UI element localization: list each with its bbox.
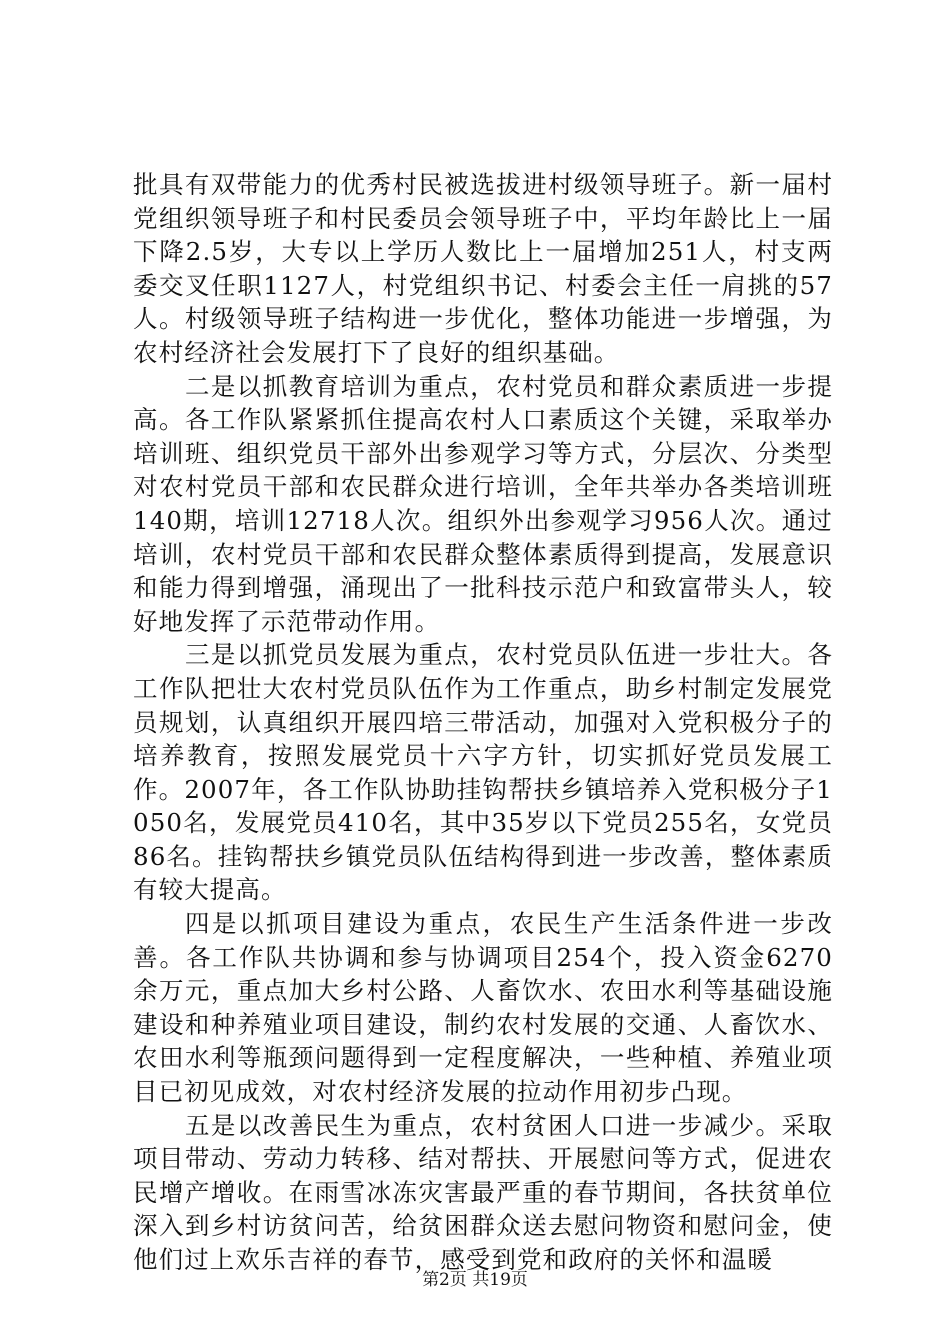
paragraph-education-training: 二是以抓教育培训为重点，农村党员和群众素质进一步提高。各工作队紧紧抓住提高农村人口素质这个关键，采取举办培训班、组织党员干部外出参观学习等方式，分层次、分类型对农村党员干部和农民群众进行培训，全年共举办各类培训班140期，培训12718人次。组织外出参观学习956人次。通过培训，农村党员干部和农民群众整体素质得到提高，发展意识和能力得到增强，涌现出了一批科技示范户和致富带头人，较好地发挥了示范带动作用。 <box>133 371 833 636</box>
page-number-footer: 第2页 共19页 <box>422 1270 528 1290</box>
paragraph-livelihood-improvement: 五是以改善民生为重点，农村贫困人口进一步减少。采取项目带动、劳动力转移、结对帮扶、开展慰问等方式，促进农民增产增收。在雨雪冰冻灾害最严重的春节期间，各扶贫单位深入到乡村访贫问苦，给贫困群众送去慰问物资和慰问金，使他们过上欢乐吉祥的春节，感受到党和政府的关怀和温暖 <box>133 1110 833 1274</box>
document-body <box>133 168 833 1277</box>
paragraph-project-construction: 四是以抓项目建设为重点，农民生产生活条件进一步改善。各工作队共协调和参与协调项目254个，投入资金6270余万元，重点加大乡村公路、人畜饮水、农田水利等基础设施建设和种养殖业项目建设，制约农村发展的交通、人畜饮水、农田水利等瓶颈问题得到一定程度解决，一些种植、养殖业项目已初见成效，对农村经济发展的拉动作用初步凸现。 <box>133 909 833 1107</box>
paragraph-continuation: 批具有双带能力的优秀村民被选拔进村级领导班子。新一届村党组织领导班子和村民委员会领导班子中，平均年龄比上一届下降2.5岁，大专以上学历人数比上一届增加251人，村支两委交叉任职1127人，村党组织书记、村委会主任一肩挑的57人。村级领导班子结构进一步优化，整体功能进一步增强，为农村经济社会发展打下了良好的组织基础。 <box>133 170 833 367</box>
paragraph-party-member-development: 三是以抓党员发展为重点，农村党员队伍进一步壮大。各工作队把壮大农村党员队伍作为工作重点，助乡村制定发展党员规划，认真组织开展四培三带活动，加强对入党积极分子的培养教育，按照发展党员十六字方针，切实抓好党员发展工作。2007年，各工作队协助挂钩帮扶乡镇培养入党积极分子1050名，发展党员410名，其中35岁以下党员255名，女党员86名。挂钩帮扶乡镇党员队伍结构得到进一步改善，整体素质有较大提高。 <box>133 640 833 905</box>
